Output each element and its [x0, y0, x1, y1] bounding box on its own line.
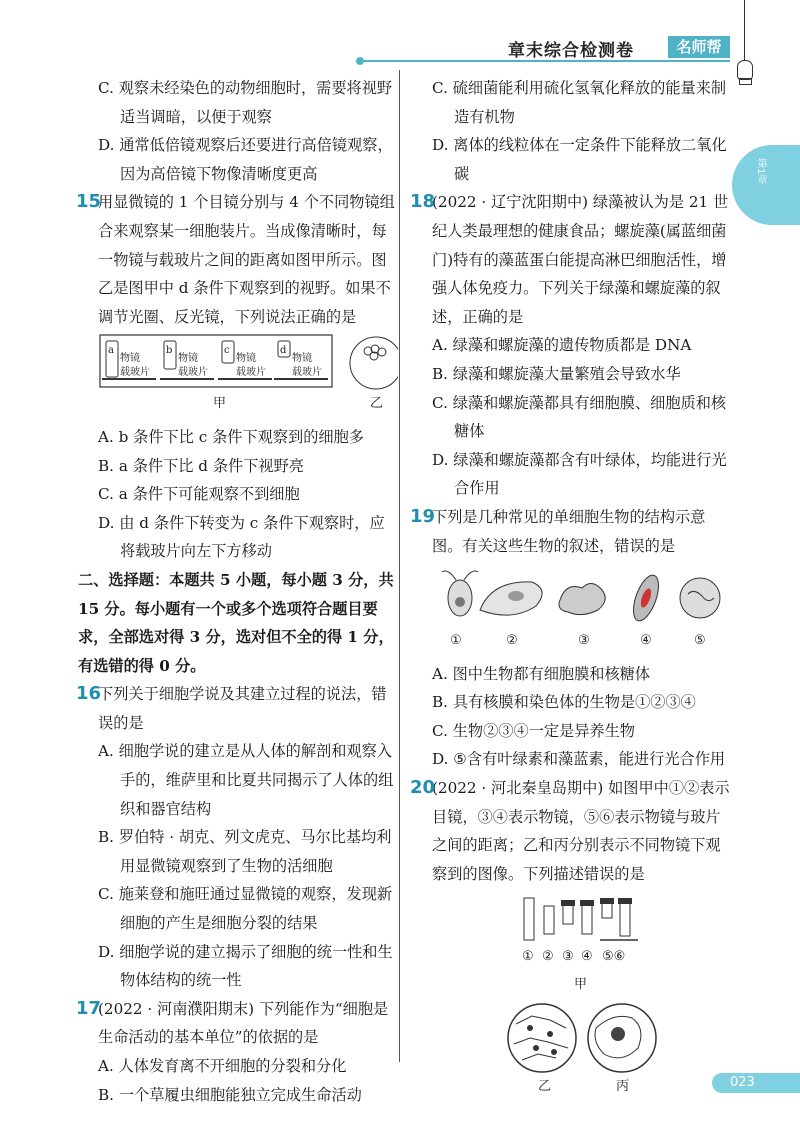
q15-number: 15	[76, 191, 102, 213]
q18-number: 18	[410, 191, 436, 213]
label-organism-5: ⑤	[694, 633, 706, 649]
page-header-title: 章末综合检测卷	[508, 41, 634, 61]
q18-option-d: D. 绿藻和螺旋藻都含有叶绿体，均能进行光合作用	[432, 450, 727, 498]
caption-bing: 丙	[616, 1079, 630, 1095]
q20-figure-svg	[432, 888, 732, 1098]
label-slide-a: 载玻片	[120, 367, 150, 379]
question-20	[412, 774, 732, 1108]
objective-c	[218, 341, 272, 379]
q17-option-a: A. 人体发育离不开细胞的分裂和分化	[98, 1057, 347, 1075]
q18-option-b: B. 绿藻和螺旋藻大量繁殖会导致水华	[432, 364, 681, 383]
objective-d	[274, 341, 328, 379]
q19-number: 19	[410, 505, 436, 527]
q16-option-a: A. 细胞学说的建立是从人体的解剖和观察入手的，维萨里和比夏共同揭示了人体的组织和器官结构	[98, 742, 394, 818]
lightbulb-base-icon	[739, 78, 752, 85]
left-column	[78, 74, 398, 1109]
objective-a	[102, 341, 156, 379]
label-slide-b: 载玻片	[178, 367, 208, 379]
q18-stem: (2022 · 辽宁沈阳期中) 绿藻被认为是 21 世纪人类最理想的健康食品；螺旋藻(属蓝细菌门)特有的藻蓝蛋白能提高淋巴细胞活性，增强人体免疫力。下列关于绿藻和螺旋藻的叙述，正确的是	[432, 193, 729, 326]
question-18	[412, 188, 732, 503]
organism-2-paramecium	[480, 582, 542, 615]
header-badge: 名师帮	[668, 36, 730, 58]
field-of-view-yi	[350, 337, 398, 389]
q16-option-b: B. 罗伯特 · 胡克、列文虎克、马尔比基均利用显微镜观察到了生物的活细胞	[98, 828, 392, 875]
organism-4-euglena	[628, 572, 663, 624]
q15-option-a: A. b 条件下比 c 条件下观察到的细胞多	[98, 427, 364, 446]
label-lens-d: 物镜	[292, 353, 312, 365]
q15-figure-svg	[98, 331, 398, 413]
q18-option-a: A. 绿藻和螺旋藻的遗传物质都是 DNA	[432, 336, 692, 355]
q14-option-c: C. 观察未经染色的动物细胞时，需要将视野适当调暗，以便于观察	[98, 79, 393, 126]
q15-option-c: C. a 条件下可能观察不到细胞	[98, 485, 300, 504]
label-lens-a: 物镜	[120, 353, 140, 365]
q16-stem: 下列关于细胞学说及其建立过程的说法，错误的是	[98, 685, 387, 732]
question-17-tail	[412, 74, 732, 188]
q16-number: 16	[76, 683, 102, 705]
caption-yi: 乙	[538, 1079, 552, 1095]
question-15	[78, 188, 398, 566]
organism-5-bacterium	[680, 578, 720, 618]
q19-option-b: B. 具有核膜和染色体的生物是①②③④	[432, 693, 696, 712]
question-19	[412, 503, 732, 774]
question-16	[78, 680, 398, 995]
q19-option-c: C. 生物②③④一定是异养生物	[432, 721, 635, 740]
section-2-heading: 二、选择题：本题共 5 小题，每小题 3 分，共 15 分。每小题有一个或多个选项符合题目要求，全部选对得 3 分，选对但不全的得 1 分，有选错的得 0 分。	[78, 570, 394, 675]
q16-option-d: D. 细胞学说的建立揭示了细胞的统一性和生物体结构的统一性	[98, 942, 393, 990]
page-number-tab	[712, 1073, 800, 1093]
lens-set-jia	[524, 898, 638, 940]
question-17	[78, 995, 398, 1109]
label-organism-2: ②	[506, 633, 518, 649]
q20-number: 20	[410, 777, 436, 799]
label-slide-d: 载玻片	[292, 367, 322, 379]
lens-label-1: ①	[522, 949, 534, 965]
q15-stem: 用显微镜的 1 个目镜分别与 4 个不同物镜组合来观察某一细胞装片。当成像清晰时，每一物镜与载玻片之间的距离如图甲所示。图乙是图甲中 d 条件下观察到的视野。如果不调节光圈、反光镜，下列说法正确的是	[98, 193, 395, 326]
question-14-tail	[78, 74, 398, 188]
hanging-line	[744, 0, 745, 62]
microscope-view-yi	[508, 1004, 576, 1072]
right-column	[412, 74, 732, 1108]
organism-3-amoeba	[559, 584, 605, 615]
q16-option-c: C. 施莱登和施旺通过显微镜的观察，发现新细胞的产生是细胞分裂的结果	[98, 885, 393, 933]
q15-figure	[98, 331, 398, 423]
organism-1-chlamydomonas	[442, 571, 478, 616]
lightbulb-icon	[737, 60, 753, 80]
caption-jia: 甲	[213, 396, 227, 412]
chapter-side-tab-label: 第1章	[755, 158, 766, 185]
q15-option-d: D. 由 d 条件下转变为 c 条件下观察时，应将载玻片向左下方移动	[98, 513, 385, 561]
q19-option-a: A. 图中生物都有细胞膜和核糖体	[432, 664, 651, 683]
q18-option-c: C. 绿藻和螺旋藻都具有细胞膜、细胞质和核糖体	[432, 393, 727, 441]
q17-number: 17	[76, 997, 102, 1019]
q17-stem: (2022 · 河南濮阳期末) 下列能作为“细胞是生命活动的基本单位”的依据的是	[98, 999, 389, 1047]
lens-label-4: ④	[581, 949, 593, 965]
label-slide-c: 载玻片	[236, 367, 266, 379]
q20-stem: (2022 · 河北秦皇岛期中) 如图甲中①②表示目镜，③④表示物镜，⑤⑥表示物镜与玻片之间的距离；乙和丙分别表示不同物镜下观察到的图像。下列描述错误的是	[432, 779, 730, 883]
caption-jia: 甲	[574, 977, 588, 993]
q19-option-d: D. ⑤含有叶绿素和藻蓝素，能进行光合作用	[432, 750, 726, 769]
q17-option-d: D. 离体的线粒体在一定条件下能释放二氧化碳	[432, 136, 727, 183]
q19-figure	[432, 560, 732, 660]
label-organism-1: ①	[450, 633, 462, 649]
objective-b	[160, 341, 214, 379]
q20-figure	[432, 888, 732, 1108]
q19-stem: 下列是几种常见的单细胞生物的结构示意图。有关这些生物的叙述，错误的是	[432, 507, 706, 555]
microscope-view-bing	[588, 1004, 656, 1072]
label-organism-3: ③	[578, 633, 590, 649]
lens-label-5-6: ⑤⑥	[602, 949, 626, 965]
lens-label-3: ③	[562, 949, 574, 965]
label-a: a	[108, 345, 114, 357]
q14-option-d: D. 通常低倍镜观察后还要进行高倍镜观察，因为高倍镜下物像清晰度更高	[98, 136, 393, 183]
caption-yi: 乙	[370, 396, 384, 412]
q17-option-b: B. 一个草履虫细胞能独立完成生命活动	[98, 1085, 362, 1104]
column-divider	[399, 70, 400, 1062]
label-lens-c: 物镜	[236, 353, 256, 365]
q17-option-c: C. 硫细菌能利用硫化氢氧化释放的能量来制造有机物	[432, 79, 727, 126]
label-organism-4: ④	[640, 633, 652, 649]
page-number: 023	[730, 1075, 755, 1090]
lens-label-2: ②	[542, 949, 554, 965]
label-c: c	[224, 345, 230, 357]
q19-figure-svg	[432, 560, 732, 650]
chapter-side-tab	[732, 145, 800, 225]
label-d: d	[280, 345, 287, 357]
label-b: b	[166, 345, 173, 357]
q15-option-b: B. a 条件下比 d 条件下视野亮	[98, 456, 304, 475]
label-lens-b: 物镜	[178, 353, 198, 365]
